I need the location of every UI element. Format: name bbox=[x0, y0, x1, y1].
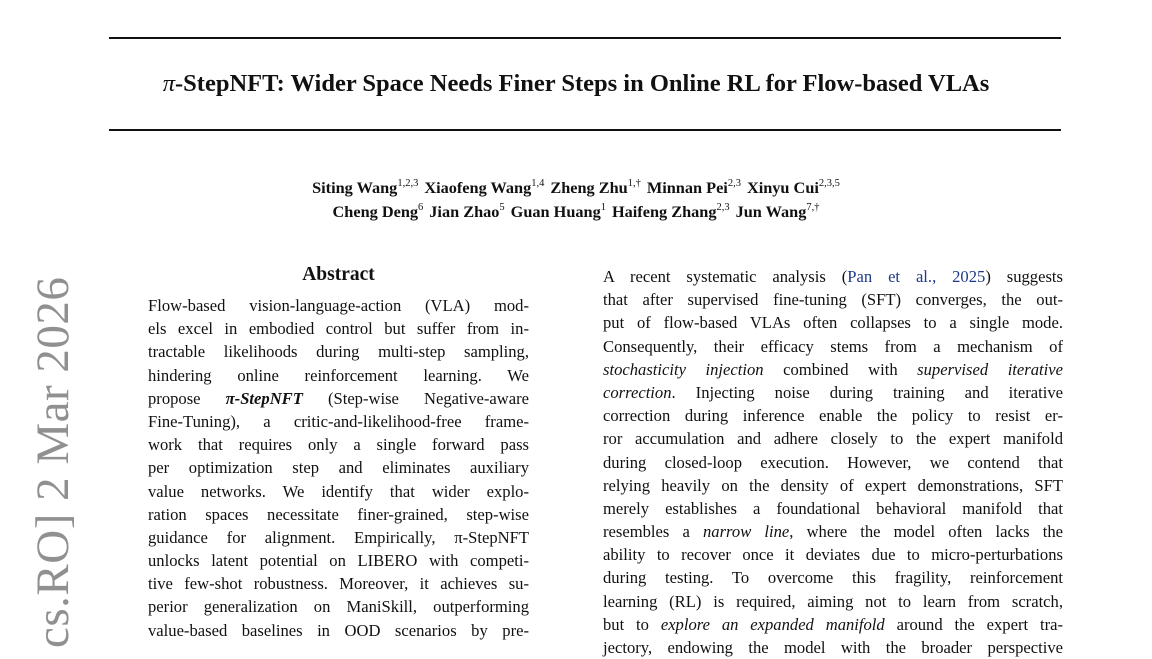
abstract-text: (Step-wise Negative-aware bbox=[302, 388, 530, 408]
emphasis-text: explore an expanded manifold bbox=[660, 614, 885, 634]
author-name: Zheng Zhu bbox=[550, 178, 628, 198]
intro-line bbox=[603, 358, 1063, 381]
intro-line bbox=[603, 520, 1063, 543]
intro-text: combined with bbox=[763, 359, 918, 379]
title-rule-bottom bbox=[109, 129, 1061, 131]
intro-line: ability to recover once it deviates due to micro-perturbations bbox=[603, 545, 1063, 565]
author-name: Jian Zhao bbox=[429, 202, 500, 222]
abstract-line: work that requires only a single forward pass bbox=[148, 435, 529, 455]
intro-line bbox=[603, 613, 1063, 636]
intro-line: Consequently, their efficacy stems from a mechanism of bbox=[603, 336, 1063, 356]
abstract-body bbox=[148, 294, 529, 642]
intro-text: A recent systematic analysis ( bbox=[603, 267, 848, 286]
introduction-body bbox=[603, 265, 1063, 659]
emphasis-text: narrow line bbox=[703, 522, 790, 542]
intro-line: learning (RL) is required, aiming not to learn from scratch, bbox=[603, 591, 1063, 611]
abstract-heading: Abstract bbox=[302, 264, 375, 285]
author-affiliation: 1 bbox=[600, 202, 606, 213]
author-name: Jun Wang bbox=[735, 202, 807, 222]
abstract-line bbox=[148, 387, 529, 410]
title-rule-top bbox=[109, 37, 1061, 39]
author-affiliation: 6 bbox=[418, 202, 424, 213]
author-affiliation: 2,3 bbox=[727, 178, 741, 189]
intro-text: but to bbox=[603, 614, 661, 634]
author-entry bbox=[312, 178, 418, 197]
intro-line: that after supervised fine-tuning (SFT) converges, the out- bbox=[603, 290, 1063, 310]
abstract-line: value networks. We identify that wider explo- bbox=[148, 481, 529, 501]
intro-line: jectory, endowing the model with the broader perspective bbox=[603, 638, 1063, 657]
abstract-line: unlocks latent potential on LIBERO with competi- bbox=[148, 551, 529, 571]
author-name: Siting Wang bbox=[312, 178, 398, 198]
author-name: Guan Huang bbox=[510, 202, 601, 222]
abstract-line: hindering online reinforcement learning. We bbox=[148, 365, 529, 385]
abstract-line: perior generalization on ManiSkill, outperforming bbox=[148, 597, 529, 617]
paper-title bbox=[0, 68, 1152, 100]
author-entry bbox=[736, 202, 820, 221]
author-name: Xinyu Cui bbox=[746, 178, 819, 198]
author-entry bbox=[747, 178, 840, 197]
author-entry bbox=[647, 178, 741, 197]
abstract-line: tive few-shot robustness. Moreover, it achieves su- bbox=[148, 574, 529, 594]
author-entry bbox=[424, 178, 544, 197]
arxiv-sidebar-stamp: cs.RO] 2 Mar 2026 bbox=[27, 276, 79, 648]
intro-line: ror accumulation and adhere closely to the expert manifold bbox=[603, 429, 1063, 449]
citation-link[interactable]: Pan et al., 2025 bbox=[847, 267, 986, 286]
author-list-line-1 bbox=[0, 174, 1152, 199]
intro-text: , where the model often lacks the bbox=[789, 522, 1063, 542]
author-name: Minnan Pei bbox=[646, 178, 728, 198]
abstract-line: Fine-Tuning), a critic-and-likelihood-free frame- bbox=[148, 411, 529, 431]
author-affiliation: 1,† bbox=[627, 178, 641, 189]
emphasis-text: correction bbox=[603, 382, 672, 402]
author-entry bbox=[429, 202, 504, 221]
intro-text: around the expert tra- bbox=[884, 614, 1063, 634]
abstract-line: Flow-based vision-language-action (VLA) mod- bbox=[148, 296, 529, 315]
intro-line bbox=[603, 381, 1063, 404]
emphasis-text: stochasticity injection bbox=[603, 359, 764, 379]
abstract-line: els excel in embodied control but suffer from in- bbox=[148, 319, 529, 339]
author-affiliation: 7,† bbox=[806, 202, 820, 213]
intro-line: during testing. To overcome this fragility, reinforcement bbox=[603, 568, 1063, 588]
author-name: Haifeng Zhang bbox=[611, 202, 717, 222]
author-affiliation: 5 bbox=[499, 202, 505, 213]
title-pi-symbol: π bbox=[162, 70, 176, 97]
intro-line: put of flow-based VLAs often collapses to a single mode. bbox=[603, 313, 1063, 333]
intro-line: merely establishes a foundational behavioral manifold that bbox=[603, 498, 1063, 518]
abstract-line: tractable likelihoods during multi-step sampling, bbox=[148, 342, 529, 362]
abstract-line: guidance for alignment. Empirically, π-StepNFT bbox=[148, 527, 529, 547]
author-list-line-2 bbox=[0, 198, 1152, 223]
author-affiliation: 2,3,5 bbox=[818, 178, 840, 189]
intro-line: during closed-loop execution. However, we contend that bbox=[603, 452, 1063, 472]
author-name: Cheng Deng bbox=[332, 202, 419, 222]
intro-text: . Injecting noise during training and iterative bbox=[671, 382, 1063, 402]
author-entry bbox=[511, 202, 606, 221]
title-text: -StepNFT: Wider Space Needs Finer Steps in Online RL for Flow-based VLAs bbox=[175, 70, 990, 97]
emphasis-text: supervised iterative bbox=[917, 359, 1063, 379]
author-affiliation: 1,4 bbox=[531, 178, 545, 189]
abstract-text: propose bbox=[148, 388, 226, 408]
author-entry bbox=[333, 202, 424, 221]
intro-line: relying heavily on the density of expert demonstrations, SFT bbox=[603, 475, 1063, 495]
author-entry bbox=[550, 178, 641, 197]
abstract-line: ration spaces necessitate finer-grained, step-wise bbox=[148, 504, 529, 524]
abstract-line: per optimization step and eliminates auxiliary bbox=[148, 458, 529, 478]
abstract-line: value-based baselines in OOD scenarios by pre- bbox=[148, 620, 529, 640]
author-name: Xiaofeng Wang bbox=[424, 178, 532, 198]
author-entry bbox=[612, 202, 730, 221]
intro-text: resembles a bbox=[603, 522, 703, 542]
author-affiliation: 2,3 bbox=[716, 202, 730, 213]
intro-text: ) suggests bbox=[985, 267, 1063, 286]
method-name: π-StepNFT bbox=[225, 388, 303, 408]
author-affiliation: 1,2,3 bbox=[397, 178, 419, 189]
intro-line: correction during inference enable the policy to resist er- bbox=[603, 406, 1063, 426]
intro-line bbox=[603, 265, 1063, 288]
